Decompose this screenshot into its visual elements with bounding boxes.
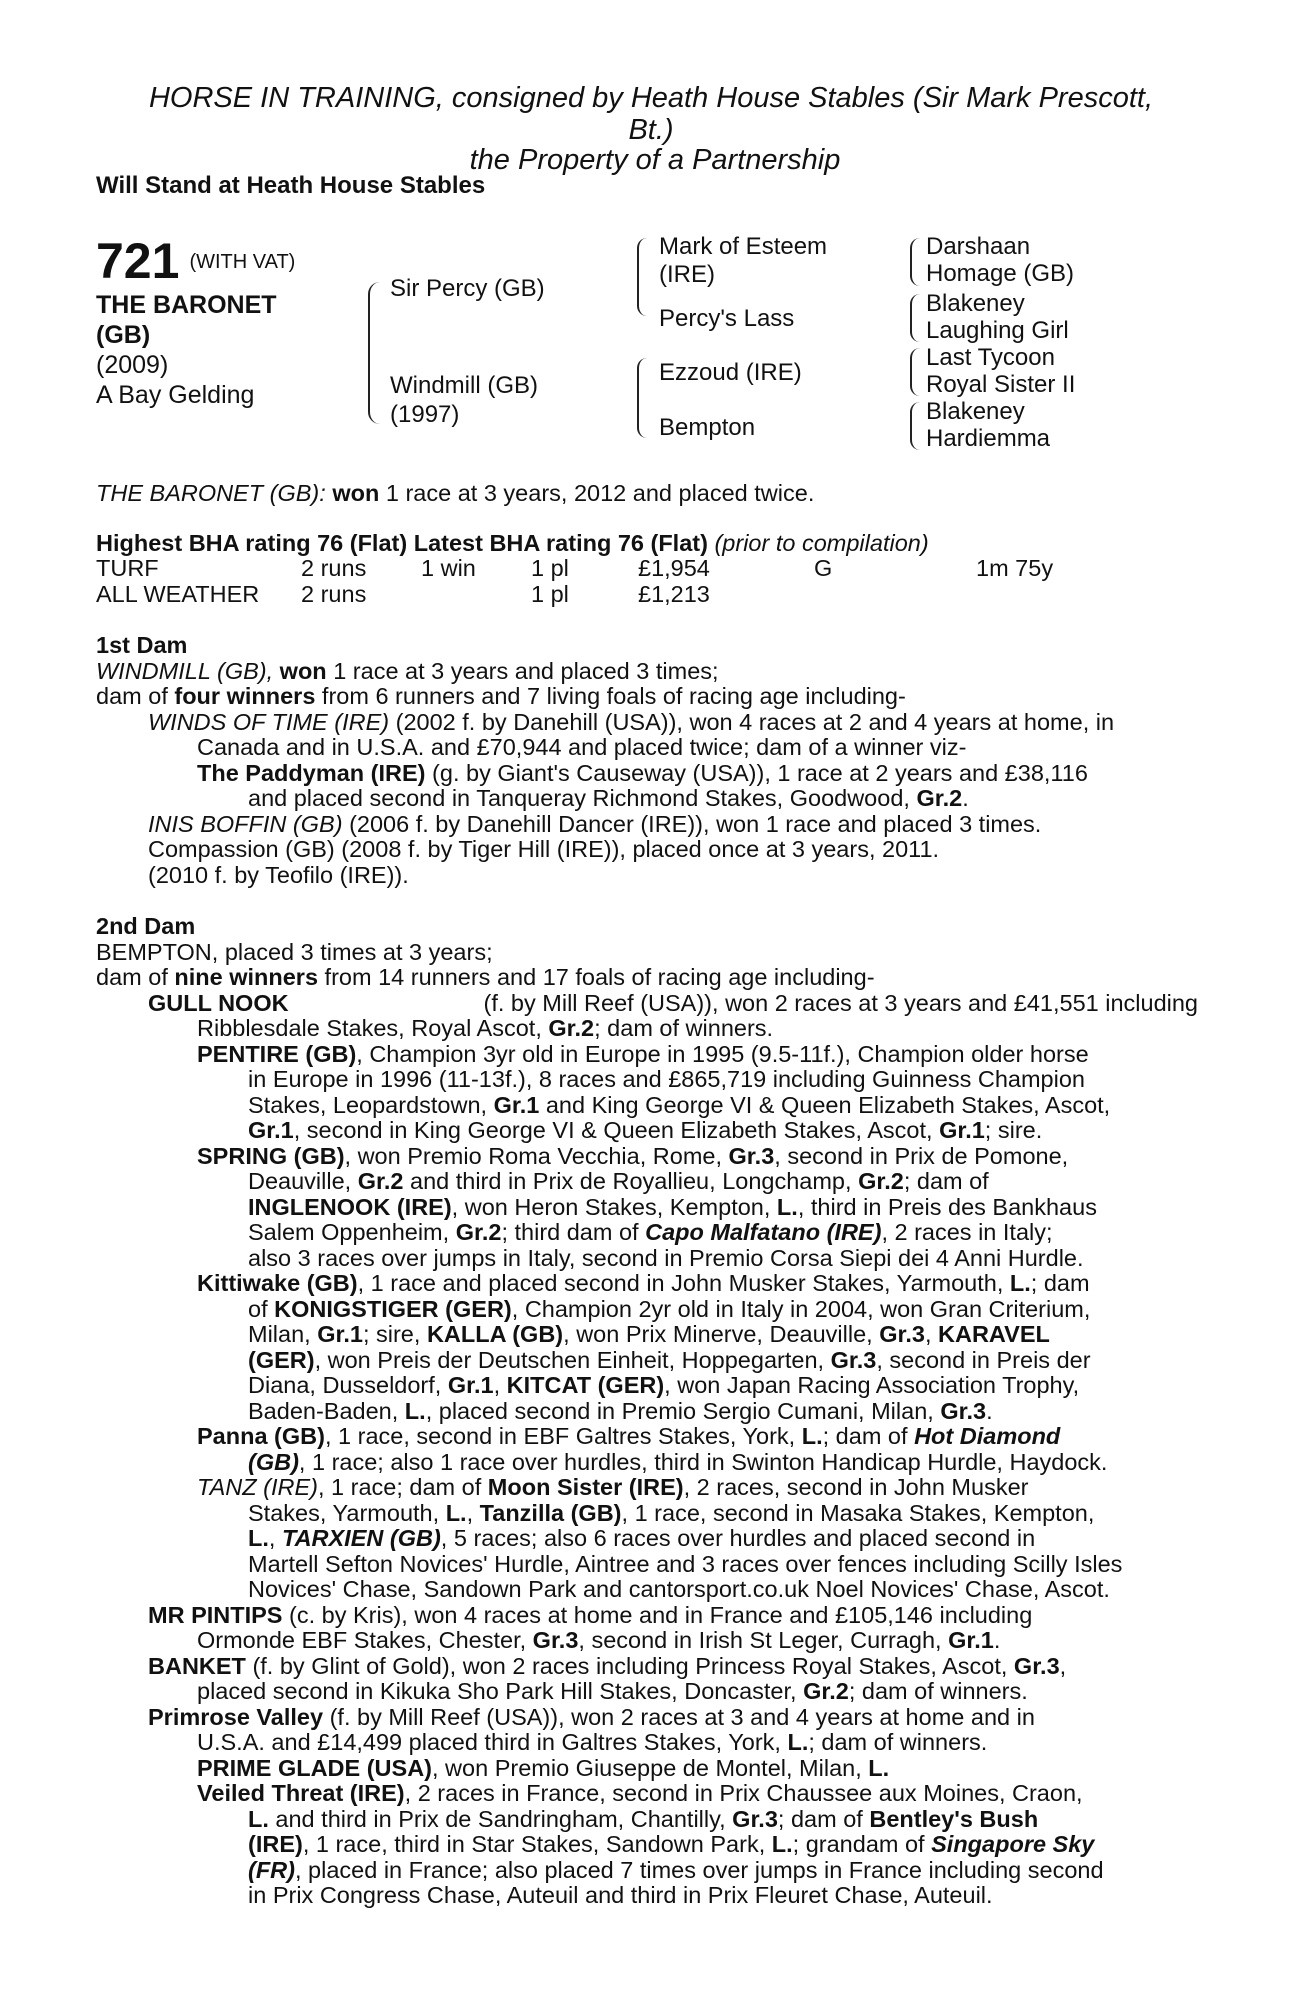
g-brace-3 bbox=[910, 348, 920, 396]
kittiwake-line: Kittiwake (GB), 1 race and placed second in John Musker Stakes, Yarmouth, L.; dam bbox=[197, 1270, 1090, 1296]
pentire-line: PENTIRE (GB), Champion 3yr old in Europe in 1995 (9.5-11f.), Champion older horse bbox=[197, 1041, 1089, 1067]
gp-1: Darshaan bbox=[926, 233, 1031, 260]
mr-pintips-cont: Ormonde EBF Stakes, Chester, Gr.3, second in Irish St Leger, Curragh, Gr.1. bbox=[197, 1627, 1001, 1653]
dam-dam: Bempton bbox=[659, 414, 756, 441]
tanz-line: TANZ (IRE), 1 race; dam of Moon Sister (IRE), 2 races, second in John Musker bbox=[197, 1474, 1029, 1500]
first-dam-line: WINDMILL (GB), won 1 race at 3 years and placed 3 times; bbox=[96, 658, 719, 684]
horse-country: (GB) bbox=[96, 321, 151, 349]
tanz-cont-4: Novices' Chase, Sandown Park and cantorsport.co.uk Noel Novices' Chase, Ascot. bbox=[248, 1576, 1110, 1602]
dam-name: Windmill (GB) bbox=[390, 372, 538, 399]
sire-dam: Percy's Lass bbox=[659, 305, 795, 332]
all-weather-record: ALL WEATHER 2 runs 1 pl £1,213 bbox=[96, 581, 710, 607]
tanz-cont-1: Stakes, Yarmouth, L., Tanzilla (GB), 1 race, second in Masaka Stakes, Kempton, bbox=[248, 1500, 1095, 1526]
g-brace-4 bbox=[910, 402, 920, 450]
gull-nook-cont: Ribblesdale Stakes, Royal Ascot, Gr.2; dam of winners. bbox=[197, 1015, 774, 1041]
primrose-valley-line: Primrose Valley (f. by Mill Reef (USA)), won 2 races at 3 and 4 years at home and in bbox=[148, 1704, 1035, 1730]
produce-2010: (2010 f. by Teofilo (IRE)). bbox=[148, 862, 409, 888]
foaling-year: (2009) bbox=[96, 351, 169, 379]
veiled-threat-cont-4: in Prix Congress Chase, Auteuil and third in Prix Fleuret Chase, Auteuil. bbox=[248, 1882, 993, 1908]
panna-line: Panna (GB), 1 race, second in EBF Galtres Stakes, York, L.; dam of Hot Diamond bbox=[197, 1423, 1061, 1449]
consignor-line-2: Bt.) bbox=[628, 114, 674, 146]
gp-7: Blakeney bbox=[926, 398, 1025, 425]
veiled-threat-cont-3: (FR), placed in France; also placed 7 times over jumps in France including second bbox=[248, 1857, 1104, 1883]
spring-cont-4: also 3 races over jumps in Italy, second in Premio Corsa Siepi dei 4 Anni Hurdle. bbox=[248, 1245, 1084, 1271]
produce-the-paddyman: The Paddyman (IRE) (g. by Giant's Causeway (USA)), 1 race at 2 years and £38,116 bbox=[197, 760, 1088, 786]
panna-cont: (GB), 1 race; also 1 race over hurdles, third in Swinton Handicap Hurdle, Haydock. bbox=[248, 1449, 1108, 1475]
consignor-line-1: HORSE IN TRAINING, consigned by Heath House Stables (Sir Mark Prescott, bbox=[148, 82, 1154, 114]
banket-line: BANKET (f. by Glint of Gold), won 2 races including Princess Royal Stakes, Ascot, Gr.3, bbox=[148, 1653, 1067, 1679]
sire-parents-brace bbox=[637, 238, 647, 316]
lot-number-block bbox=[96, 235, 295, 287]
gp-4: Laughing Girl bbox=[926, 317, 1069, 344]
horse-details bbox=[96, 290, 277, 410]
tanz-cont-3: Martell Sefton Novices' Hurdle, Aintree and 3 races over fences including Scilly Isles bbox=[248, 1551, 1123, 1577]
race-summary: THE BARONET (GB): won 1 race at 3 years, 2012 and placed twice. bbox=[96, 480, 815, 506]
kittiwake-cont-2: Milan, Gr.1; sire, KALLA (GB), won Prix Minerve, Deauville, Gr.3, KARAVEL bbox=[248, 1321, 1050, 1347]
second-dam-line: BEMPTON, placed 3 times at 3 years; bbox=[96, 939, 493, 965]
produce-the-paddyman-cont: and placed second in Tanqueray Richmond Stakes, Goodwood, Gr.2. bbox=[248, 785, 969, 811]
kittiwake-cont-1: of KONIGSTIGER (GER), Champion 2yr old in Italy in 2004, won Gran Criterium, bbox=[248, 1296, 1091, 1322]
sire-sire-2: (IRE) bbox=[659, 261, 715, 288]
g-brace-2 bbox=[910, 294, 920, 342]
first-dam-produce-line: dam of four winners from 6 runners and 7 living foals of racing age including- bbox=[96, 683, 906, 709]
kittiwake-cont-5: Baden-Baden, L., placed second in Premio Sergio Cumani, Milan, Gr.3. bbox=[248, 1398, 993, 1424]
gp-8: Hardiemma bbox=[926, 425, 1051, 452]
produce-winds-of-time: WINDS OF TIME (IRE) (2002 f. by Danehill (USA)), won 4 races at 2 and 4 years at home, in bbox=[148, 709, 1115, 735]
dam-parents-brace bbox=[637, 358, 647, 438]
gull-nook-line: GULL NOOK (f. by Mill Reef (USA)), won 2 races at 3 years and £41,551 including bbox=[148, 990, 1198, 1016]
ratings-line: Highest BHA rating 76 (Flat) Latest BHA rating 76 (Flat) (prior to compilation) bbox=[96, 530, 929, 556]
prime-glade-line: PRIME GLADE (USA), won Premio Giuseppe de Montel, Milan, L. bbox=[197, 1755, 890, 1781]
g-brace-1 bbox=[910, 238, 920, 286]
turf-record: TURF 2 runs 1 win 1 pl £1,954 G 1m 75y bbox=[96, 555, 1054, 581]
produce-inis-boffin: INIS BOFFIN (GB) (2006 f. by Danehill Dancer (IRE)), won 1 race and placed 3 times. bbox=[148, 811, 1042, 837]
dam-year: (1997) bbox=[390, 401, 460, 428]
tanz-cont-2: L., TARXIEN (GB), 5 races; also 6 races over hurdles and placed second in bbox=[248, 1525, 1036, 1551]
owner-line: the Property of a Partnership bbox=[469, 144, 841, 176]
mr-pintips-line: MR PINTIPS (c. by Kris), won 4 races at home and in France and £105,146 including bbox=[148, 1602, 1033, 1628]
lot-number: 721 bbox=[96, 233, 180, 289]
produce-winds-of-time-cont: Canada and in U.S.A. and £70,944 and placed twice; dam of a winner viz- bbox=[197, 734, 967, 760]
first-dam-heading: 1st Dam bbox=[96, 632, 188, 658]
pentire-cont-3: Gr.1, second in King George VI & Queen Elizabeth Stakes, Ascot, Gr.1; sire. bbox=[248, 1117, 1043, 1143]
veiled-threat-cont-2: (IRE), 1 race, third in Star Stakes, Sandown Park, L.; grandam of Singapore Sky bbox=[248, 1831, 1095, 1857]
sire-sire-1: Mark of Esteem bbox=[659, 233, 828, 260]
pentire-cont-2: Stakes, Leopardstown, Gr.1 and King George VI & Queen Elizabeth Stakes, Ascot, bbox=[248, 1092, 1111, 1118]
gp-5: Last Tycoon bbox=[926, 344, 1055, 371]
sire-name: Sir Percy (GB) bbox=[390, 275, 545, 302]
sire-dam-brace bbox=[368, 282, 380, 424]
second-dam-produce-line: dam of nine winners from 14 runners and 17 foals of racing age including- bbox=[96, 964, 875, 990]
second-dam-heading: 2nd Dam bbox=[96, 913, 196, 939]
kittiwake-cont-4: Diana, Dusseldorf, Gr.1, KITCAT (GER), won Japan Racing Association Trophy, bbox=[248, 1372, 1080, 1398]
spring-cont-1: Deauville, Gr.2 and third in Prix de Royallieu, Longchamp, Gr.2; dam of bbox=[248, 1168, 989, 1194]
spring-cont-2: INGLENOOK (IRE), won Heron Stakes, Kempton, L., third in Preis des Bankhaus bbox=[248, 1194, 1097, 1220]
veiled-threat-cont-1: L. and third in Prix de Sandringham, Chantilly, Gr.3; dam of Bentley's Bush bbox=[248, 1806, 1039, 1832]
horse-description: A Bay Gelding bbox=[96, 381, 255, 409]
horse-name: THE BARONET bbox=[96, 291, 277, 319]
kittiwake-cont-3: (GER), won Preis der Deutschen Einheit, Hoppegarten, Gr.3, second in Preis der bbox=[248, 1347, 1091, 1373]
spring-line: SPRING (GB), won Premio Roma Vecchia, Rome, Gr.3, second in Prix de Pomone, bbox=[197, 1143, 1069, 1169]
primrose-valley-cont: U.S.A. and £14,499 placed third in Galtres Stakes, York, L.; dam of winners. bbox=[197, 1729, 988, 1755]
vat-note: (WITH VAT) bbox=[189, 251, 296, 273]
spring-cont-3: Salem Oppenheim, Gr.2; third dam of Capo Malfatano (IRE), 2 races in Italy; bbox=[248, 1219, 1053, 1245]
gp-6: Royal Sister II bbox=[926, 371, 1076, 398]
gp-3: Blakeney bbox=[926, 290, 1025, 317]
stand-line: Will Stand at Heath House Stables bbox=[96, 172, 486, 199]
banket-cont: placed second in Kikuka Sho Park Hill Stakes, Doncaster, Gr.2; dam of winners. bbox=[197, 1678, 1028, 1704]
dam-sire: Ezzoud (IRE) bbox=[659, 359, 802, 386]
pentire-cont-1: in Europe in 1996 (11-13f.), 8 races and £865,719 including Guinness Champion bbox=[248, 1066, 1085, 1092]
veiled-threat-line: Veiled Threat (IRE), 2 races in France, second in Prix Chaussee aux Moines, Craon, bbox=[197, 1780, 1083, 1806]
produce-compassion: Compassion (GB) (2008 f. by Tiger Hill (IRE)), placed once at 3 years, 2011. bbox=[148, 836, 940, 862]
gp-2: Homage (GB) bbox=[926, 260, 1075, 287]
